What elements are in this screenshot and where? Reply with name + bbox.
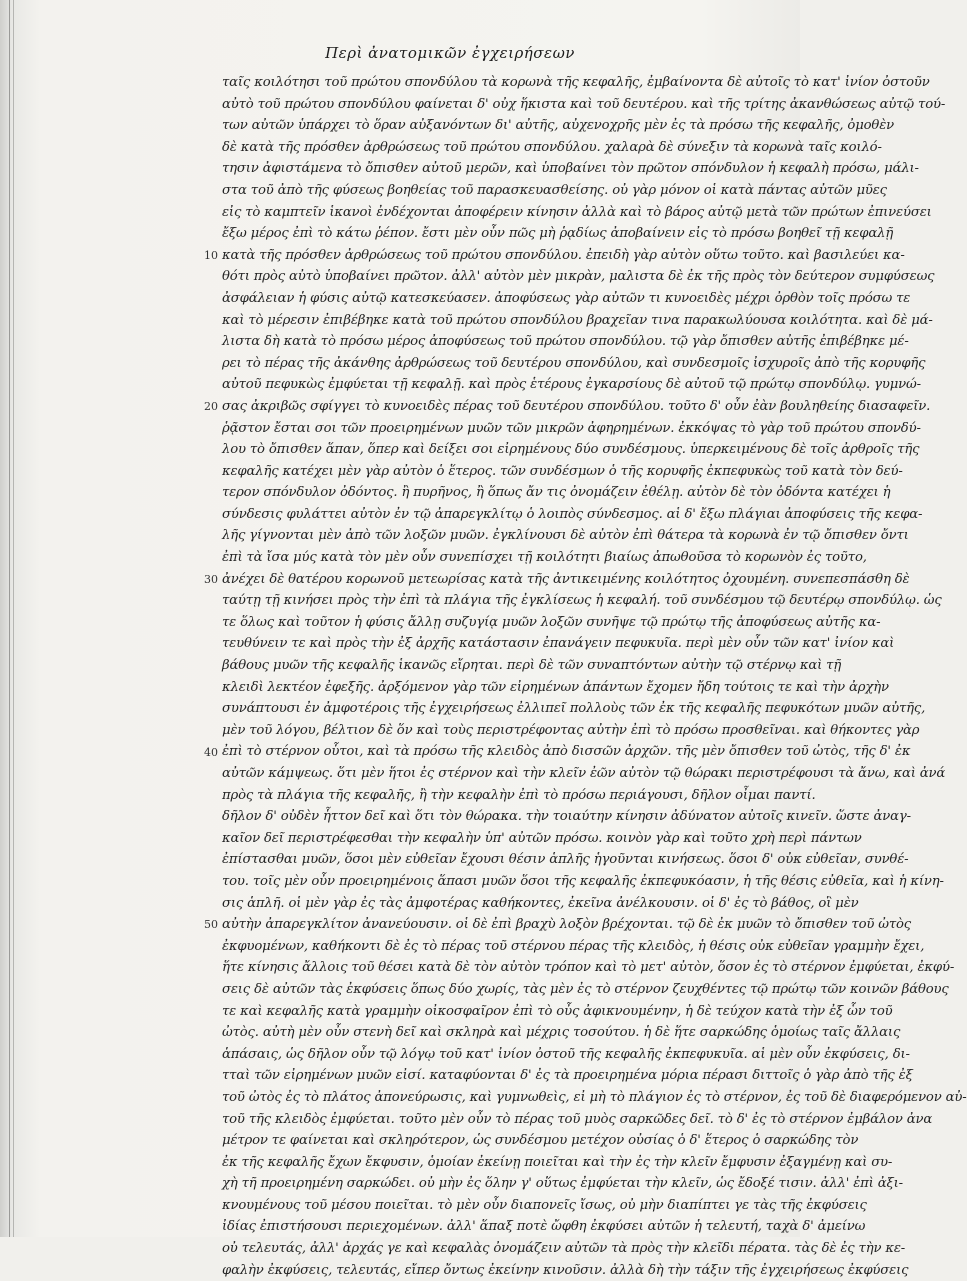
text-line: βάθους μυῶν τῆς κεφαλῆς ἱκανῶς εἴρηται. περὶ δὲ τῶν συναπτόντων αὐτὴν τῷ στέρνῳ καὶ τῇ bbox=[222, 658, 842, 674]
line-number: 40 bbox=[204, 745, 218, 759]
text-line: φαλὴν ἐκφύσεις, τελευτάς, εἴπερ ὄντως ἐκείνην κινοῦσιν. ἀλλὰ δὴ τὴν τάξιν τῆς ἐγχειρήσεως ἐκφύσεις bbox=[222, 1262, 909, 1278]
text-line: ἀνέχει δὲ θατέρου κορωνοῦ μετεωρίσας κατὰ τῆς ἀντικειμένης κοιλότητος ὀχουμένη. συνεπεσπάσθη δὲ bbox=[222, 571, 910, 587]
text-line: ρει τὸ πέρας τῆς ἀκάνθης ἀρθρώσεως τοῦ δευτέρου σπονδύλου, καὶ συνδεσμοῖς ἰσχυροῖς ἀπὸ τῆς κορυφῆς bbox=[222, 355, 926, 371]
text-line: στα τοῦ ἀπὸ τῆς φύσεως βοηθείας τοῦ παρασκευασθείσης. οὐ γὰρ μόνον οἱ κατὰ πάντας αὐτῶν μῦες bbox=[222, 182, 887, 198]
text-line: κνουμένους τοῦ μέσου ποιεῖται. τὸ μὲν οὖν διαπονεῖς ἴσως, οὐ μὴν διαπίπτει γε τὰς τῆς ἐκφύσεις bbox=[222, 1197, 867, 1213]
text-line: ἁπάσαις, ὡς δῆλον οὖν τῷ λόγῳ τοῦ κατ' ἰνίον ὀστοῦ τῆς κεφαλῆς ἐκπεφυκυῖα. αἱ μὲν οὖν ἐκφύσεις, δι- bbox=[222, 1046, 910, 1062]
greek-text-block bbox=[204, 72, 967, 1281]
text-line: λῆς γίγνονται μὲν ἀπὸ τῶν λοξῶν μυῶν. ἐγκλίνουσι δὲ αὐτὸν ἐπὶ θάτερα τὰ κορωνὰ ἐν τῷ ὄπισθεν ὄντι bbox=[222, 528, 909, 544]
text-line: ταῖς κοιλότησι τοῦ πρώτου σπονδύλου τὰ κορωνὰ τῆς κεφαλῆς, ἐμβαίνοντα δὲ αὐτοῖς τὸ κατ' ἰνίον ὀστοῦν bbox=[222, 75, 930, 90]
text-line: λου τὸ ὄπισθεν ἅπαν, ὅπερ καὶ δείξει σοι εἰρημένους δύο συνδέσμους. ὑπερκειμένους δὲ τοῖς ἀρθροῖς τῆς bbox=[222, 442, 920, 458]
text-line: τοῦ ὠτὸς ἐς τὸ πλάτος ἀπονεύρωσις, καὶ γυμνωθεὶς, εἰ μὴ τὸ πλάγιον ἐς τὸ στέρνον, ἐς τοῦ δὲ διαφερόμενον αὐ- bbox=[222, 1089, 967, 1105]
text-line: τε ὅλως καὶ τοῦτον ἡ φύσις ἄλλῃ συζυγίᾳ μυῶν λοξῶν συνῆψε τῷ πρώτῳ τῆς ἀποφύσεως αὐτῆς κα- bbox=[222, 614, 881, 630]
text-line: λιστα δὴ κατὰ τὸ πρόσω μέρος ἀποφύσεως τοῦ πρώτου σπονδύλου. τῷ γὰρ ὄπισθεν αὐτῆς ἐπιβέβηκε μέ- bbox=[222, 334, 909, 350]
text-line: κλειδὶ λεκτέον ἐφεξῆς. ἀρξόμενον γὰρ τῶν εἰρημένων ἁπάντων ἔχομεν ἤδη τούτοις τε καὶ τὴν ἀρχὴν bbox=[222, 679, 889, 695]
line-number: 50 bbox=[204, 918, 218, 932]
text-line: ἐπίστασθαι μυῶν, ὅσοι μὲν εὐθεῖαν ἔχουσι θέσιν ἁπλῆς ἡγοῦνται κινήσεως. ὅσοι δ' οὐκ εὐθεῖαν, συνθέ- bbox=[222, 852, 909, 868]
text-line: σις ἁπλῆ. οἱ μὲν γὰρ ἐς τὰς ἀμφοτέρας καθήκοντες, ἐκεῖνα ἀνέλκουσιν. οἱ δ' ἐς τὸ βάθος, οἳ μὲν bbox=[222, 895, 859, 911]
text-line: τταὶ τῶν εἰρημένων μυῶν εἰσί. καταφύονται δ' ἐς τὰ προειρημένα μόρια πέρασι διττοῖς ὁ γὰρ ἀπὸ τῆς ἐξ bbox=[222, 1068, 913, 1084]
text-line: δὲ κατὰ τῆς πρόσθεν ἀρθρώσεως τοῦ πρώτου σπονδύλου. χαλαρὰ δὲ σύνεξιν τὰ κορωνὰ ταῖς κοιλό- bbox=[222, 139, 882, 155]
text-line: θότι πρὸς αὐτὸ ὑποβαίνει πρῶτον. ἀλλ' αὐτὸν μὲν μικρὰν, μαλιστα δὲ ἐκ τῆς πρὸς τὸν δεύτερον συμφύσεως bbox=[222, 269, 935, 285]
running-head: Περὶ ἀνατομικῶν ἐγχειρήσεων bbox=[325, 44, 575, 62]
text-line: δῆλον δ' οὐδὲν ἧττον δεῖ καὶ ὅτι τὸν θώρακα. τὴν τοιαύτην κίνησιν ἀδύνατον αὐτοῖς κινεῖν. ὥστε ἀναγ- bbox=[222, 809, 911, 825]
text-line: ἥτε κίνησις ἄλλοις τοῦ θέσει κατὰ δὲ τὸν αὐτὸν τρόπον καὶ τὸ μετ' αὐτὸν, ὅσον ἐς τὸ στέρνον ἐμφύεται, ἐκφύ- bbox=[222, 960, 955, 976]
text-line: ταύτῃ τῇ κινήσει πρὸς τὴν ἐπὶ τὰ πλάγια τῆς ἐγκλίσεως ἡ κεφαλή. τοῦ συνδέσμου τῷ δευτέρῳ σπονδύλῳ. ὡς bbox=[222, 593, 942, 609]
text-line: χὴ τῆ προειρημένη σαρκώδει. οὐ μὴν ἐς ὅλην γ' οὕτως ἐμφύεται τὴν κλεῖν, ὡς ἔδοξέ τισιν. ἀλλ' ἐπὶ ἀξι- bbox=[222, 1176, 903, 1192]
text-line: κεφαλῆς κατέχει μὲν γὰρ αὐτὸν ὁ ἕτερος. τῶν συνδέσμων ὁ τῆς κορυφῆς ἐκπεφυκὼς τοῦ κατὰ τὸν δεύ- bbox=[222, 463, 903, 479]
text-line: ἔξω μέρος ἐπὶ τὸ κάτω ῥέπον. ἔστι μὲν οὖν πῶς μὴ ῥᾳδίως ἀποβαίνειν εἰς τὸ πρόσω βοηθεῖ τῇ κεφαλῇ bbox=[222, 226, 894, 242]
line-number: 30 bbox=[204, 572, 218, 586]
text-line: του. τοῖς μὲν οὖν προειρημένοις ἅπασι μυῶν ὅσοι τῆς κεφαλῆς ἐκπεφυκόασιν, ἡ τῆς θέσις εὐθεῖα, καὶ ἡ κίνη- bbox=[222, 873, 944, 889]
text-line: σύνδεσις φυλάττει αὐτὸν ἐν τῷ ἀπαρεγκλίτῳ ὁ λοιπὸς σύνδεσμος. αἱ δ' ἔξω πλάγιαι ἀποφύσεις τῆς κεφα- bbox=[222, 506, 923, 522]
text-line: ἀσφάλειαν ἡ φύσις αὐτῷ κατεσκεύασεν. ἀποφύσεως γὰρ αὐτῶν τι κυνοειδὲς μέχρι ὀρθὸν τοῖς πρόσω τε bbox=[222, 290, 911, 306]
text-line: ὠτὸς. αὐτὴ μὲν οὖν στενὴ δεῖ καὶ σκληρὰ καὶ μέχρις τοσούτου. ἡ δὲ ἥτε σαρκώδης ὁμοίως ταῖς ἄλλαις bbox=[222, 1025, 901, 1041]
text-line: τευθύνειν τε καὶ πρὸς τὴν ἐξ ἀρχῆς κατάστασιν ἐπανάγειν πεφυκυῖα. περὶ μὲν οὖν τῶν κατ' ἰνίον καὶ bbox=[222, 636, 895, 652]
text-line: μέτρον τε φαίνεται καὶ σκληρότερον, ὡς συνδέσμου μετέχον οὐσίας ὁ δ' ἕτερος ὁ σαρκώδης τὸν bbox=[222, 1133, 859, 1149]
text-line: ἐπὶ τὸ στέρνον οὗτοι, καὶ τὰ πρόσω τῆς κλειδὸς ἀπὸ δισσῶν ἀρχῶν. τῆς μὲν ὄπισθεν τοῦ ὠτὸς, τῆς δ' ἐκ bbox=[222, 744, 911, 760]
text-line: αὐτὴν ἀπαρεγκλίτον ἀνανεύουσιν. οἱ δὲ ἐπὶ βραχὺ λοξὸν βρέχονται. τῷ δὲ ἐκ μυῶν τὸ ὄπισθεν τοῦ ὠτὸς bbox=[222, 917, 912, 933]
text-line: τερον σπόνδυλον ὀδόντος. ἢ πυρῆνος, ἢ ὅπως ἄν τις ὀνομάζειν ἐθέλῃ. αὐτὸν δὲ τὸν ὀδόντα κατέχει ἡ bbox=[222, 485, 891, 501]
text-line: ῥᾷστον ἔσται σοι τῶν προειρημένων μυῶν τῶν μικρῶν ἀφηρημένων. ἐκκόψας τὸ γὰρ τοῦ πρώτου σπονδύ- bbox=[222, 420, 921, 436]
text-line: κατὰ τῆς πρόσθεν ἀρθρώσεως τοῦ πρώτου σπονδύλου. ἐπειδὴ γὰρ αὐτὸν οὕτω τοῦτο. καὶ βασιλεύει κα- bbox=[222, 247, 905, 263]
gutter-edge bbox=[9, 0, 10, 1237]
line-number: 10 bbox=[204, 248, 218, 262]
text-line: τησιν ἀφιστάμενα τὸ ὄπισθεν αὐτοῦ μερῶν, καὶ ὑποβαίνει τὸν πρῶτον σπόνδυλον ἡ κεφαλὴ πρόσω, μάλι- bbox=[222, 161, 919, 177]
text-line: αὐτοῦ πεφυκὼς ἐμφύεται τῇ κεφαλῇ. καὶ πρὸς ἑτέρους ἐγκαρσίους δὲ αὐτοῦ τῷ πρώτῳ σπονδύλῳ. γυμνώ- bbox=[222, 377, 921, 393]
text-line: ἐκ τῆς κεφαλῆς ἔχων ἔκφυσιν, ὁμοίαν ἐκείνῃ ποιεῖται καὶ τὴν ἐς τὴν κλεῖν ἔμφυσιν ἐξαγμένῃ καὶ συ- bbox=[222, 1154, 893, 1170]
text-line: αὐτῶν κάμψεως. ὅτι μὲν ἥτοι ἐς στέρνον καὶ τὴν κλεῖν ἐῶν αὐτὸν τῷ θώρακι περιστρέφουσι τὰ ἄνω, καὶ ἀνά bbox=[222, 766, 946, 781]
text-line: τοῦ τῆς κλειδὸς ἐμφύεται. τοῦτο μὲν οὖν τὸ πέρας τοῦ μυὸς σαρκῶδες δεῖ. τὸ δ' ἐς τὸ στέρνον ἐμβάλον ἀνα bbox=[222, 1111, 933, 1127]
text-line: σας ἀκριβῶς σφίγγει τὸ κυνοειδὲς πέρας τοῦ δευτέρου σπονδύλου. τοῦτο δ' οὖν ἐὰν βουληθείης διασαφεῖν. bbox=[222, 398, 931, 414]
text-line: πρὸς τὰ πλάγια τῆς κεφαλῆς, ἢ τὴν κεφαλὴν ἐπὶ τὸ πρόσω περιάγουσι, δῆλον οἶμαι παντί. bbox=[222, 787, 816, 803]
text-line: τε καὶ κεφαλῆς κατὰ γραμμὴν οἰκοσφαῖρον ἐπὶ τὸ οὖς ἀφικνουμένην, ἡ δὲ τεύχον κατὰ τὴν ἐξ ὧν τοῦ bbox=[222, 1003, 893, 1019]
text-line: ἰδίας ἐπιστήσουσι περιεχομένων. ἀλλ' ἅπαξ ποτὲ ὤφθη ἐκφύσει αὐτῶν ἡ τελευτή, ταχὰ δ' ἀμείνω bbox=[222, 1219, 866, 1235]
text-line: εἰς τὸ καμπτεῖν ἱκανοὶ ἐνδέχονται ἀποφέρειν κίνησιν ἀλλὰ καὶ τὸ βάρος αὐτῷ μετὰ τῶν πρώτων ἐπινεύσει bbox=[222, 204, 932, 220]
gutter-edge-inner bbox=[13, 0, 14, 1237]
text-line: συνάπτουσι ἐν ἀμφοτέροις τῆς ἐγχειρήσεως ἐλλιπεῖ πολλοὺς τῶν ἐκ τῆς κεφαλῆς πεφυκότων μυῶν αὐτῆς, bbox=[222, 701, 926, 717]
text-line: σεις δὲ αὐτῶν τὰς ἐκφύσεις ὅπως δύο χωρίς, τὰς μὲν ἐς τὸ στέρνον ζευχθέντες τῷ πρώτῳ τῶν κοινῶν βάθους bbox=[222, 981, 949, 997]
text-line: ἐκφυομένων, καθήκοντι δὲ ἐς τὸ πέρας τοῦ στέρνου πέρας τῆς κλειδὸς, ἡ θέσις οὐκ εὐθεῖαν γραμμὴν ἔχει, bbox=[222, 938, 925, 954]
text-line: καῖον δεῖ περιστρέφεσθαι τὴν κεφαλὴν ὑπ' αὐτῶν πρόσω. κοινὸν γὰρ καὶ τοῦτο χρὴ περὶ πάντων bbox=[222, 830, 862, 846]
line-number: 20 bbox=[204, 400, 218, 413]
text-line: καὶ τὸ μέρεσιν ἐπιβέβηκε κατὰ τοῦ πρώτου σπονδύλου βραχεῖαν τινα παρακωλύουσα κοιλότητα. καὶ δὲ μά- bbox=[222, 312, 933, 328]
text-line: αὐτὸ τοῦ πρώτου σπονδύλου φαίνεται δ' οὐχ ἥκιστα καὶ τοῦ δευτέρου. καὶ τῆς τρίτης ἀκανθώσεως αὐτῷ τού- bbox=[222, 96, 946, 112]
text-line: μὲν τοῦ λόγου, βέλτιον δὲ ὅν καὶ τοὺς περιστρέφοντας αὐτὴν ἐπὶ τὸ πρόσω προσθεῖναι. καὶ θήκοντες γὰρ bbox=[222, 722, 920, 738]
text-line: των αὐτῶν ὑπάρχει τὸ ὅραν αὐξανόντων δι' αὐτῆς, αὐχενοχρῆς μὲν ἐς τὰ πρόσω τῆς κεφαλῆς, ὀμοθὲν bbox=[222, 118, 895, 134]
text-line: οὐ τελευτάς, ἀλλ' ἀρχάς γε καὶ κεφαλὰς ὀνομάζειν αὐτῶν τὰ πρὸς τὴν κλεῖδι πέρατα. τὰς δὲ ἐς τὴν κε- bbox=[222, 1241, 906, 1257]
text-line: ἐπὶ τὰ ἴσα μύς κατὰ τὸν μὲν οὖν συνεπίσχει τῇ κοιλότητι βιαίως ἀπωθοῦσα τὸ κορωνὸν ἐς τοῦτο, bbox=[222, 550, 867, 566]
